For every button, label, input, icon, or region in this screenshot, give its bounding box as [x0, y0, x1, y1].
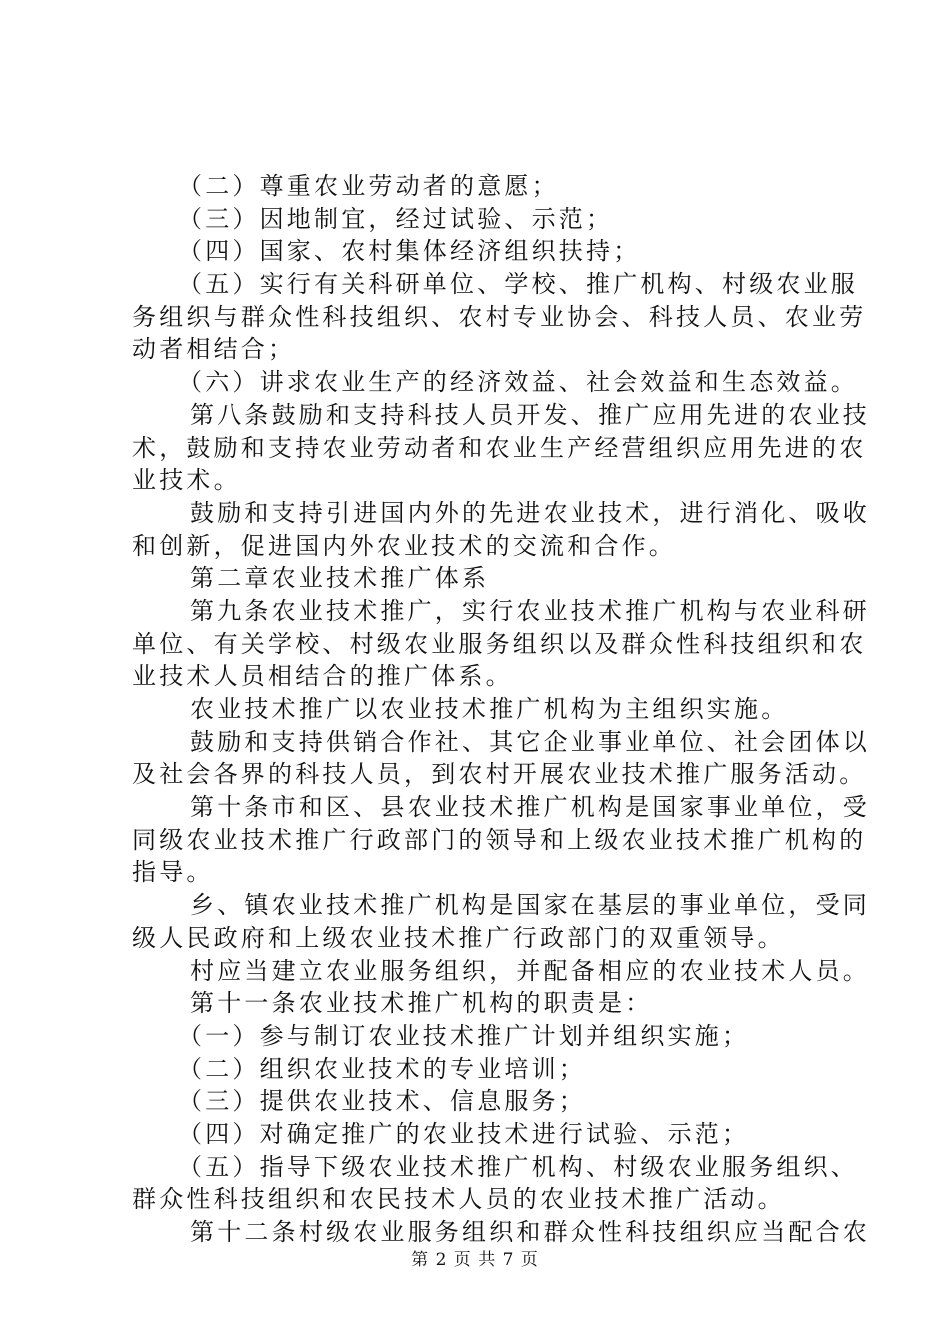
paragraph-line: （四）对确定推广的农业技术进行试验、示范； [178, 1119, 750, 1148]
paragraph-line: 农业技术推广以农业技术推广机构为主组织实施。 [190, 695, 789, 723]
paragraph-line: 动者相结合； [132, 335, 296, 364]
paragraph-line: 业技术。 [132, 466, 241, 495]
paragraph-line: （六）讲求农业生产的经济效益、社会效益和生态效益。 [178, 368, 858, 397]
paragraph-line: （二）组织农业技术的专业培训； [178, 1054, 586, 1083]
page-number-footer: 第 2 页 共 7 页 [411, 1250, 539, 1270]
paragraph-line: 第九条农业技术推广，实行农业技术推广机构与农业科研 [190, 596, 870, 625]
paragraph-line: 鼓励和支持引进国内外的先进农业技术，进行消化、吸收 [190, 498, 870, 527]
paragraph-line: 级人民政府和上级农业技术推广行政部门的双重领导。 [132, 923, 785, 952]
document-body [132, 170, 870, 1249]
paragraph-line: 乡、镇农业技术推广机构是国家在基层的事业单位，受同 [190, 891, 870, 920]
paragraph-line: 单位、有关学校、村级农业服务组织以及群众性科技组织和农 [132, 629, 867, 658]
chapter-heading: 第二章农业技术推广体系 [190, 564, 490, 593]
paragraph-line: 鼓励和支持供销合作社、其它企业事业单位、社会团体以 [190, 727, 870, 756]
paragraph-line: 村应当建立农业服务组织，并配备相应的农业技术人员。 [190, 956, 870, 985]
paragraph-line: 术，鼓励和支持农业劳动者和农业生产经营组织应用先进的农 [132, 433, 867, 462]
paragraph-line: 第十二条村级农业服务组织和群众性科技组织应当配合农 [190, 1218, 870, 1246]
paragraph-line: （五）指导下级农业技术推广机构、村级农业服务组织、 [178, 1152, 858, 1181]
paragraph-line: 第八条鼓励和支持科技人员开发、推广应用先进的农业技 [190, 400, 870, 429]
paragraph-line: 业技术人员相结合的推广体系。 [132, 662, 513, 691]
paragraph-line: 指导。 [132, 858, 214, 887]
paragraph-line: 务组织与群众性科技组织、农村专业协会、科技人员、农业劳 [132, 302, 867, 331]
paragraph-line: （三）提供农业技术、信息服务； [178, 1087, 586, 1116]
paragraph-line: （一）参与制订农业技术推广计划并组织实施； [178, 1021, 750, 1050]
paragraph-line: 和创新，促进国内外农业技术的交流和合作。 [132, 531, 676, 560]
paragraph-line: （四）国家、农村集体经济组织扶持； [178, 237, 641, 266]
paragraph-line: 第十条市和区、县农业技术推广机构是国家事业单位，受 [190, 793, 870, 822]
paragraph-line: （二）尊重农业劳动者的意愿； [178, 172, 559, 200]
paragraph-line: 第十一条农业技术推广机构的职责是： [190, 989, 653, 1018]
paragraph-line: 同级农业技术推广行政部门的领导和上级农业技术推广机构的 [132, 825, 867, 854]
paragraph-line: 及社会各界的科技人员，到农村开展农业技术推广服务活动。 [132, 760, 867, 789]
paragraph-line: （三）因地制宜，经过试验、示范； [178, 204, 614, 233]
paragraph-line: （五）实行有关科研单位、学校、推广机构、村级农业服 [178, 270, 858, 299]
paragraph-line: 群众性科技组织和农民技术人员的农业技术推广活动。 [132, 1185, 785, 1214]
